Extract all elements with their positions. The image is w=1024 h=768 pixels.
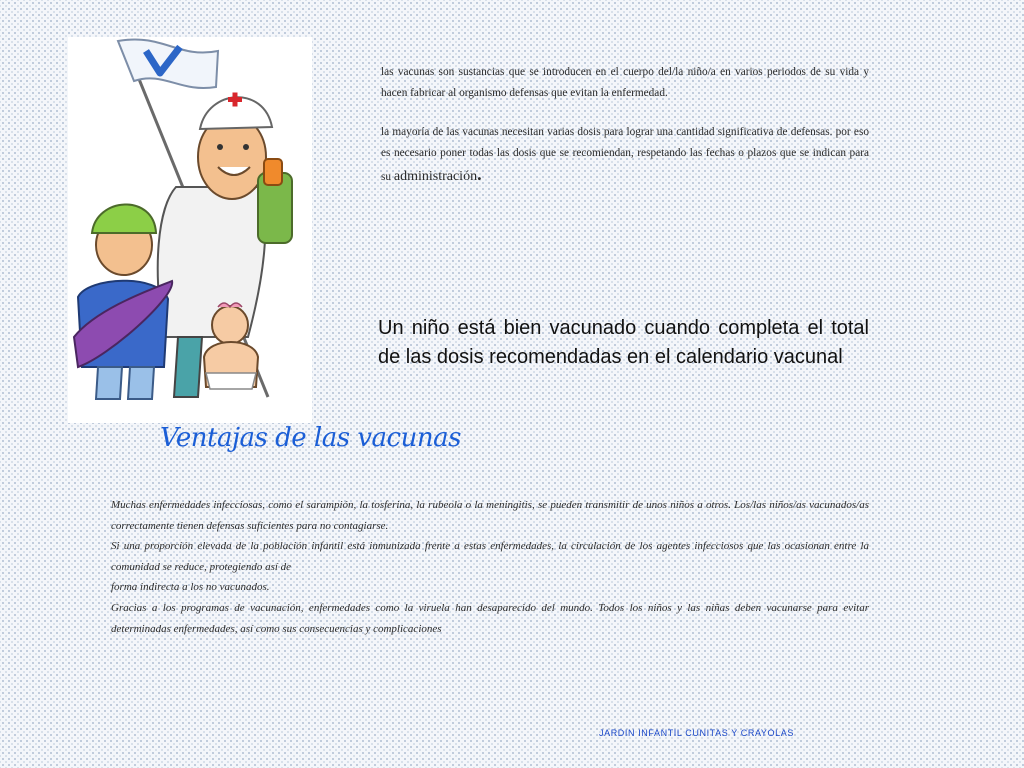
doctor-coat [158, 187, 265, 337]
vaccine-definition-text [381, 62, 869, 188]
key-statement: Un niño está bien vacunado cuando completa el total de las dosis recomendadas en el calendario vacunal [378, 317, 869, 368]
intro-paragraph-2 [381, 122, 869, 188]
child-cap [92, 204, 156, 233]
vaccination-illustration [68, 37, 312, 423]
child-leg-left [96, 367, 122, 399]
child-leg-right [128, 367, 154, 399]
benefits-line-4: Gracias a los programas de vacunación, enfermedades como la viruela han desaparecido del mundo. Todos los niños y las niñas deben vacunarse para evitar determinadas enfermedades, así como sus consecuencias y complicaciones [111, 601, 869, 635]
intro-paragraph-1: las vacunas son sustancias que se introducen en el cuerpo del/la niño/a en varios periodos de su vida y hacen fabricar al organismo defensas que evitan la enfermedad. [381, 66, 869, 99]
baby-head [212, 306, 248, 344]
intro-paragraph-2-text: la mayoría de las vacunas necesitan varias dosis para lograr una cantidad significativa de defensas. por eso es necesario poner todas las dosis que se recomiendan, respetando las fechas o plazos que se indican para su [381, 126, 869, 183]
section-title: Ventajas de las vacunas [160, 423, 461, 453]
vaccination-mascot-illustration [68, 37, 312, 423]
baby-diaper [206, 373, 256, 389]
benefits-text [111, 495, 869, 639]
final-period: . [477, 164, 482, 184]
doctor-eye-right [243, 144, 249, 150]
footer-school-name: JARDIN INFANTIL CUNITAS Y CRAYOLAS [599, 728, 794, 738]
benefits-line-3: forma indirecta a los no vacunados. [111, 581, 270, 594]
benefits-line-1: Muchas enfermedades infecciosas, como el sarampión, la tosferina, la rubeola o la meningitis, se pueden transmitir de unos niños a otros. Los/las niños/as vacunados/as correctamente tienen defensas suficientes para no contagiarse. [111, 499, 869, 532]
benefits-line-2: Si una proporción elevada de la población infantil está inmunizada frente a estas enfermedades, la circulación de los agentes infecciosos que las ocasionan entre la comunidad se reduce, protegiendo así de [111, 540, 869, 573]
doctor-leg [174, 337, 202, 397]
red-cross-v [233, 93, 238, 107]
doctor-eye-left [217, 144, 223, 150]
syringe-icon [264, 159, 282, 185]
administracion-word: administración [393, 169, 478, 184]
